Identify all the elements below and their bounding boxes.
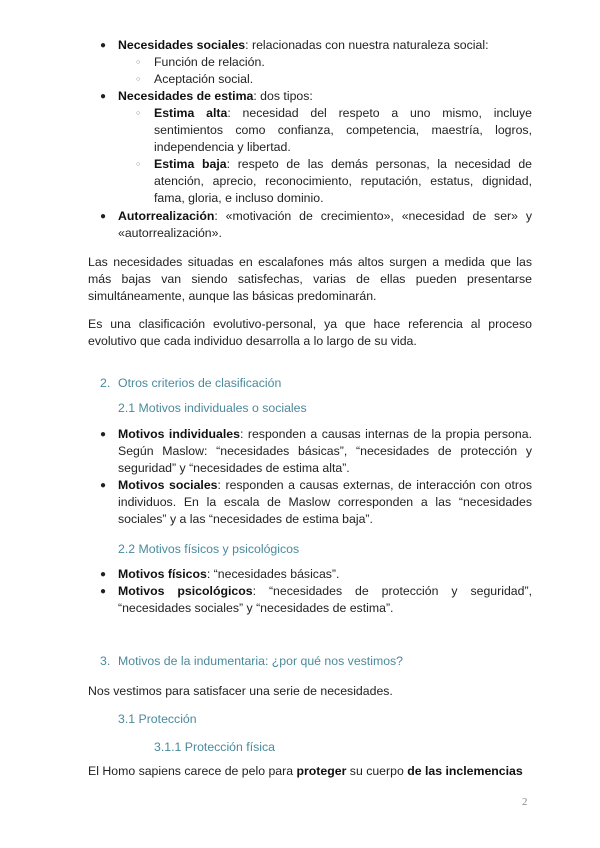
- bullet-icon: ●: [100, 91, 107, 102]
- bullet-term: Motivos sociales: [118, 478, 218, 492]
- bullet-text: : “necesidades básicas”.: [206, 567, 340, 581]
- sub-bullet-icon: ○: [136, 161, 141, 168]
- bullet-icon: ●: [100, 211, 107, 222]
- sub-bullet-text: : respeto de las demás personas, la necesidad de atención, aprecio, reconocimiento, reputación, estatus, dignidad, fama, gloria, e incluso dominio.: [154, 157, 532, 205]
- sub-list-item: [136, 156, 532, 207]
- list-item: [100, 477, 532, 528]
- sub-list-item: [136, 105, 532, 156]
- sub-bullet-text: : necesidad del respeto a uno mismo, incluye sentimientos como confianza, competencia, maestría, logros, independencia y libertad.: [154, 106, 532, 154]
- sub-bullet-text: Aceptación social.: [154, 72, 254, 86]
- section-number: 2.: [100, 376, 111, 390]
- paragraph: [88, 763, 532, 780]
- bullet-icon: ●: [100, 586, 107, 597]
- subsection-heading: 2.2 Motivos físicos y psicológicos: [118, 542, 300, 556]
- bullet-text: : “necesidades de protección y seguridad”, “necesidades sociales” y “necesidades de estima”.: [118, 584, 532, 615]
- list-item: [100, 88, 532, 105]
- sub-list-item: [136, 54, 532, 71]
- paragraph-text: El Homo sapiens carece de pelo para: [88, 764, 297, 778]
- section-title: Otros criterios de clasificación: [118, 376, 282, 390]
- bullet-term: Motivos psicológicos: [118, 584, 253, 598]
- bullet-icon: ●: [100, 429, 107, 440]
- subsection-heading: 3.1 Protección: [118, 712, 197, 726]
- paragraph: Nos vestimos para satisfacer una serie de necesidades.: [88, 684, 393, 698]
- bullet-icon: ●: [100, 480, 107, 491]
- bullet-term: Necesidades sociales: [118, 38, 246, 52]
- bullet-term: Necesidades de estima: [118, 89, 254, 103]
- subsubsection-heading: 3.1.1 Protección física: [154, 740, 275, 754]
- bullet-term: Motivos físicos: [118, 567, 207, 581]
- subsection-heading: 2.1 Motivos individuales o sociales: [118, 401, 307, 415]
- list-item: [100, 583, 532, 617]
- bullet-text: : dos tipos:: [253, 89, 313, 103]
- bullet-text: : «motivación de crecimiento», «necesidad de ser» y «autorrealización».: [118, 209, 532, 240]
- bullet-text: : responden a causas internas de la propia persona. Según Maslow: “necesidades básicas”, “necesidades de protección y seguridad” y “necesidades de estima alta”.: [118, 427, 532, 475]
- sub-bullet-term: Estima baja: [154, 157, 227, 171]
- section-heading: [100, 375, 281, 392]
- bullet-icon: ●: [100, 40, 107, 51]
- bullet-term: Motivos individuales: [118, 427, 240, 441]
- sub-bullet-icon: ○: [136, 110, 141, 117]
- sub-list-item: [136, 71, 532, 88]
- bullet-text: : responden a causas externas, de interacción con otros individuos. En la escala de Maslow corresponden a las “necesidades sociales” y a las “necesidades de estima baja”.: [118, 478, 532, 526]
- sub-bullet-text: Función de relación.: [154, 55, 265, 69]
- paragraph-bold: de las inclemencias: [407, 764, 523, 778]
- sub-bullet-icon: ○: [136, 76, 141, 83]
- paragraph-bold: proteger: [296, 764, 347, 778]
- page-number: 2: [522, 796, 528, 808]
- paragraph-text: su cuerpo: [346, 764, 408, 778]
- section-number: 3.: [100, 654, 111, 668]
- list-item: [100, 37, 532, 54]
- list-item: [100, 208, 532, 242]
- section-heading: [100, 653, 403, 670]
- section-title: Motivos de la indumentaria: ¿por qué nos vestimos?: [118, 654, 404, 668]
- bullet-term: Autorrealización: [118, 209, 215, 223]
- bullet-icon: ●: [100, 569, 107, 580]
- sub-bullet-icon: ○: [136, 59, 141, 66]
- paragraph: Es una clasificación evolutivo-personal, ya que hace referencia al proceso evolutivo que cada individuo desarrolla a lo largo de su vida.: [88, 317, 532, 348]
- sub-bullet-term: Estima alta: [154, 106, 228, 120]
- paragraph: Las necesidades situadas en escalafones más altos surgen a medida que las más bajas van siendo satisfechas, varias de ellas pueden presentarse simultáneamente, aunque las básicas predominarán.: [88, 255, 532, 303]
- list-item: [100, 426, 532, 477]
- bullet-text: : relacionadas con nuestra naturaleza social:: [245, 38, 489, 52]
- list-item: [100, 566, 532, 583]
